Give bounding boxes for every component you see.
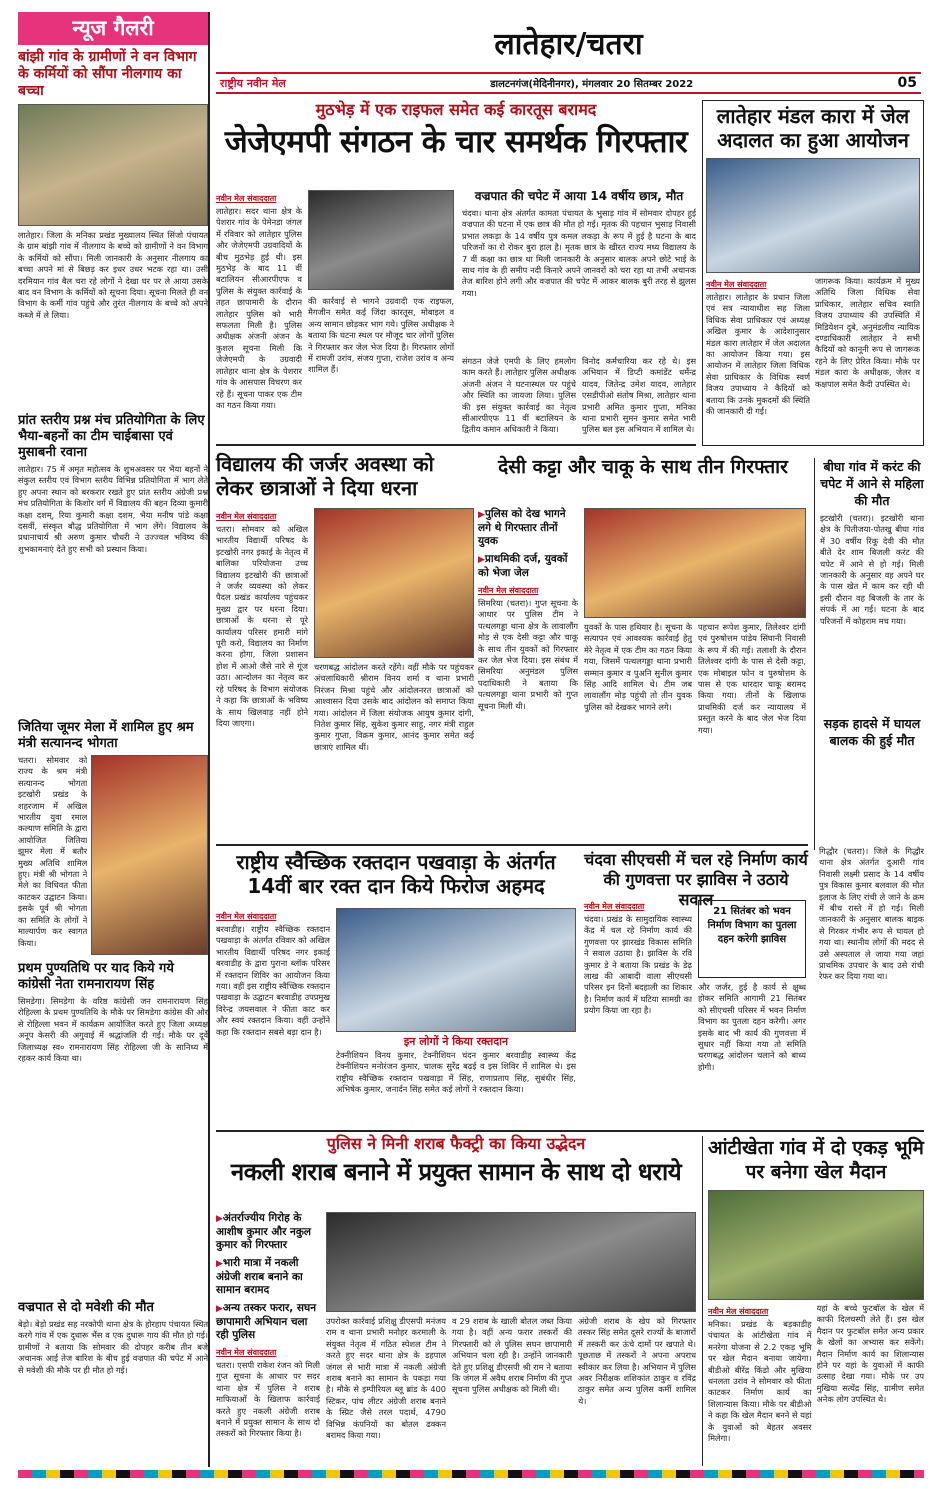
blood-donation-photo: [336, 908, 576, 1032]
chandwa-col-1: [584, 898, 692, 1128]
liquor-body-4: अंग्रेजी शराब के खेप को गिरफ्तार तस्कर सिंह समेत दूसरे राज्यों के बाजारों में तस्करी कर ऊंचे दामों पर खपाते थे। पूछताछ में तस्करों ने अपना अपराध स्वीकार कर लिया है। अभियान में पुलिस अवर निरीक्षक शशिकांत ठाकुर व रविंद्र ठाकुर समेत अन्य पुलिस कर्मी शामिल थे।: [578, 1316, 696, 1406]
arrested-men-photo: [308, 190, 454, 290]
lead-kicker: मुठभेड़ में एक राइफल समेत कई कारतूस बरामद: [315, 100, 597, 119]
lightning-body: चंदवा। थाना क्षेत्र अंतर्गत कामता पंचायत के भुसाड़ गांव में सोमवार दोपहर हुई वज्रपात की घटना में एक छात्र की मौत हो गई। मृतक की पहचान भुसाड़ निवासी प्रभात लकड़ा के 14 वर्षीय पुत्र कमल लकड़ा के रूप में हुई है घटना के बाद परिजनों का रो रोकर बुरा हाल है। मृतक छात्र के खीरत राज्य मध्य विद्यालय के 7 वीं कक्षा का छात्र था मिली जानकारी के अनुसार बालक अपने छोटे भाई के साथ गांव के ही समीप नदी किनारे अपने जानवरों को चरा रहा था तभी अचानक तेज बारिश होने लगी और वज्रपात की चपेट में आकर बालक बुरी तरह से झुलस गया।: [462, 208, 696, 298]
sidebar-body-3: चतरा। सोमवार को राज्य के श्रम मंत्री सत्यानन्द भोगता इटखोरी प्रखंड के शहरजाम में अखिल भारतीय युवा रमाल कल्याण समिति के द्वारा आयोजित जितिया झूमर मेला में बतौर मुख्य अतिथि शामिल हुए। मंत्री श्री भोगता ने मेले का विधिवत फीता काटकर उद्घाटन किया। इसके पूर्व श्री भोगता का समिति के लोगों ने माल्यार्पण कर स्वागत किया।: [18, 755, 88, 948]
chandwa-body: चंदवा। प्रखंड के सामुदायिक स्वास्थ्य केंद्र में चल रहे निर्माण कार्य की गुणवत्ता पर झारखंड विकास समिति ने सवाल उठाया है। झाविस के रवि कुमार डे ने बताया कि प्रखंड के डेढ़ लाख की आबादी वाला सीएचसी परिसर इन दिनों बदहाली का शिकार है। निर्माण कार्य में घटिया सामग्री का प्रयोग किया जा रहा है।: [584, 914, 692, 1016]
pistol-byline: नवीन मेल संवाददाता: [478, 586, 539, 595]
blood-body: बरवाडीह। राष्ट्रीय स्वैच्छिक रक्तदान पखवाड़ा के अंतर्गत रविवार को अखिल भारतीय विद्यार्थी परिषद नगर इकाई बरवाडीह के द्वारा पुराना ब्लॉक परिसर में रक्तदान शिविर का आयोजन किया गया। वहीं इस राष्ट्रीय स्वैच्छिक रक्तदान पखवाड़ा के उद्घाटन बरवाडीह उपप्रमुख विरेन्द्र जयसवाल ने फीता काट कर और स्वयं रक्तदान किया। वहीं उन्होंने कहा कि रक्तदान सबसे बड़ा दान है।: [216, 924, 330, 1037]
lead-headline: जेजेएमपी संगठन के चार समर्थक गिरफ्तार: [224, 124, 688, 160]
pistol-bullets: [478, 508, 578, 792]
sidebar-headline-5: वज्रपात से दो मवेशी की मौत: [18, 1300, 154, 1315]
sidebar-body-4: सिमडेगा। सिमडेगा के वरिष्ठ कांग्रेसी जन रामनारायण सिंह रोहिल्ला के प्रथम पुण्यतिथि के मौके पर सिमडेगा कांग्रेस की ओर से रोहिल्ला भवन में कार्यक्रम आयोजित करते हुए जिला अध्यक्ष अनूप केसरी की अगुवाई में श्रद्धांजलि दी गई। मौके पर दूर्वे जिलाध्यक्ष स्व० रामनारायण सिंह रोहिल्ला जी के सानिध्य में रहकर कार्य किया था।: [18, 996, 208, 1064]
lead-body-3: संगठन जेजे एमपी के लिए हमलोग काम करते हैं। लातेहार पुलिस अधीक्षक अंजनी अंजन ने घटनास्थल पर पहुंचे और स्थिति का जायजा लिया। पुलिस की इस संयुक्त कार्रवाई का नेतृत्व सीआरपीएफ 11 वीं बटालियन के द्वितीय कमान अधिकारी ने किया।: [462, 356, 576, 435]
liquor-bullet-3: ▶ अन्य तस्कर फरार, सघन छापामारी अभियान चला रही पुलिस: [216, 1302, 320, 1342]
sidebar-body-5: बेड़ो। बेड़ो प्रखंड सह नरकोपी थाना क्षेत्र के होरहाप पंचायत स्थित करगे गांव में एक दुधारू भैंस व एक दुधारू गाय की मौत हो गई। ग्रामीणों ने बताया कि सोमवार की दोपहर करीब तीन बजे अचानक आई तेज बारिश के बीच हुई वज्रपात की चपेट में आने से मवेशी की मौके पर ही मौत हो गई।: [18, 1319, 208, 1375]
pistol-headline: देसी कट्टा और चाकू के साथ तीन गिरफ्तार: [498, 456, 788, 478]
lead-body-1: लातेहार। सदर थाना क्षेत्र के पेशरार गांव के पेमेनडा जंगल में रविवार को लातेहार पुलिस और जेजेएमपी उग्रवादियों के बीच मुठभेड़ हुई थी। इस मुठभेड़ के बाद 11 वीं बटालियन सीआरपीएफ व पुलिस के संयुक्त कार्रवाई के तहत छापामारी के दौरान लातेहार पुलिस को भारी सफलता मिली है। पुलिस अधीक्षक अंजनी अंजन के कुशल सूचना मिली कि जेजेएमपी के उग्रवादी लातेहार थाना क्षेत्र के पेशरार गांव के आसपास विचरण कर रहे हैं। सूचना पाकर एक टीम का गठन किया गया।: [216, 206, 302, 410]
sidebar-headline-2: प्रांत स्तरीय प्रश्न मंच प्रतियोगिता के लिए भैया-बहनों का टीम चाईबासा एवं मुसाबनी रवाना: [18, 413, 205, 460]
school-headline: विद्यालय की जर्जर अवस्था को लेकर छात्राओं ने दिया धरना: [216, 452, 434, 500]
dateline: डालटनगंज(मेदिनीनगर), मंगलवार 20 सितम्बर 2022: [490, 79, 694, 90]
liquor-body-3: व 29 शराब के खाली बोतल जब्त किया गया है। वहीं अन्य फरार तस्करों की गिरफ्तारी को ले पुलिस सघन छापामारी अभियान चला रही है। उन्होंने जानकारी देते हुए प्रशिक्षु डीएसपी श्री राम ने बताया कि जंगल में अवैध शराब निर्माण की गुप्त सूचना पुलिस अधीक्षक को मिली थी।: [452, 1316, 572, 1395]
blood-byline: नवीन मेल संवाददाता: [216, 912, 277, 921]
chandwa-body-2: और जर्जर, हुई है कार्य से क्षुब्ध होकर समिति आगामी 21 सितंबर को सीएचसी परिसर में भवन निर्माण विभाग का पुतला दहन करेगी। अगर इसके बाद भी कार्य की गुणवत्ता में सुधार नहीं किया गया तो समिति चरणबद्ध आंदोलन चलाने को बाध्य होगी।: [698, 982, 806, 1072]
sidebar-headline-3: जितिया जूमर मेला में शामिल हुए श्रम मंत्री सत्यानन्द भोगता: [18, 720, 194, 751]
masthead-bar: [216, 72, 921, 94]
lightning-headline: वज्रपात की चपेट में आया 14 वर्षीय छात्र, मौत: [474, 189, 684, 203]
liquor-bullet-2: ▶ भारी मात्रा में नकली अंग्रेजी शराब बनाने का सामान बरामद: [216, 1257, 320, 1297]
paper-name: राष्ट्रीय नवीन मेल: [220, 76, 286, 90]
pistol-body-3: पहचान रूपेश कुमार, तिलेश्वर दांगी एवं पुरुषोत्तम पांडेय सिंघानी निवासी के रूप में की गई। तलाशी के दौरान तिलेश्वर दांगी के पास से देसी कट्टा, एक मोबाइल फोन व पुरुषोत्तम के पास से एक धारदार चाकू बरामद किया गया। तीनों के खिलाफ प्राथमिकी दर्ज कर न्यायालय में प्रस्तुत करने के बाद जेल भेज दिया गया।: [698, 622, 806, 735]
school-body-2: चरणबद्ध आंदोलन करते रहेंगे। वहीं मौके पर पहुंचकर अंचलाधिकारी श्रीराम विनय शर्मा व थाना प्रभारी निरंजन मिश्रा पहुंचे और आंदोलनरत छात्राओं को आश्वासन दिया उसके बाद आंदोलन को समाप्त किया गया। आंदोलन में जिला संयोजक आयुष कुमार दांगी, नितेश कुमार सिंह, सुकेश कुमार साहू, नगर मंत्री राहुल कुमार गुप्ता, विक्रम कुमार, आनंद कुमार समेत कई छात्राएं शामिल थीं।: [314, 662, 474, 752]
minister-photo: [91, 755, 208, 955]
pistol-bullet-1: ▶ पुलिस को देख भागने लगे थे गिरफ्तार तीनों युवक: [478, 508, 578, 548]
pistol-bullet-2: ▶ प्राथमिकी दर्ज, युवकों को भेजा जेल: [478, 553, 578, 580]
ground-headline: आंटीखेता गांव में दो एकड़ भूमि पर बनेगा खेल मैदान: [708, 1137, 924, 1183]
divider-3: [216, 1130, 924, 1132]
nilgai-photo: [18, 104, 208, 226]
school-byline: नवीन मेल संवाददाता: [216, 512, 277, 521]
lead-body-4: विनोद कर्मचारिया कर रहे थे। इस अभियान में डिप्टी कमांडेंट धर्मेन्द्र यादव, जितेन्द्र उमेश यादव, लातेहार एसडीपीओ संतोष मिश्रा, लातेहार थाना प्रभारी अमित कुमार गुप्ता, मनिका थाना प्रभारी सुमन कुमार समेत भारी पुलिस बल इस अभियान में शामिल थे।: [582, 356, 696, 435]
section-title: लातेहार/चतरा: [494, 27, 643, 62]
jail-box: [702, 100, 924, 446]
ground-ceremony-photo: [708, 1190, 924, 1300]
school-body: चतरा। सोमवार को अखिल भारतीय विद्यार्थी परिषद के इटखोरी नगर इकाई के नेतृत्व में बालिका परियोजना उच्च विद्यालय इटखोरी की छात्राओं ने जर्जर व्यवस्था को लेकर पैदल प्रखंड कार्यालय पहुंचकर मुख्य द्वार पर धरना दिया। छात्राओं के धरना से पूरे कार्यालय परिसर हमारी मांगे पूरी करो, विद्यालय का निर्माण करना होगा, जिला प्रशासन होश में आओ जैसे नारे से गूंज उठा। आन्दोलन का नेतृत्व कर रहे परिषद के विभाग संयोजक ने कहा कि छात्राओं के भविष्य के साथ खिलवाड़ नहीं होने दिया जाएगा।: [216, 524, 308, 728]
blood-headline: राष्ट्रीय स्वैच्छिक रक्तदान पखवाड़ा के अंतर्गत 14वीं बार रक्त दान किये फिरोज अहमद: [236, 850, 556, 898]
liquor-byline: नवीन मेल संवाददाता: [216, 1348, 277, 1357]
liquor-body-2: उपरोक्त कार्रवाई प्रशिक्षु डीएसपी मनंजय राम व थाना प्रभारी मनोहर करमाली के संयुक्त नेतृत्व में गठित स्पेशल टीम ने करते हुए सदर थाना क्षेत्र के डहपाल जंगल से भारी मात्रा में नकली अंग्रेजी शराब बनाने का सामान के पकड़ा गया है। मौके से इम्पीरियल ब्लू ब्रांड के 400 स्टिकर, पांच लीटर अंग्रेजी शराब बनाने के स्प्रिट जैसे तरल पदार्थ, 4790 विभिन्न कंपनियों का बोतल ढक्कन बरामद किया गया।: [326, 1316, 446, 1441]
jail-body-2: जागरूक किया। कार्यक्रम में मुख्य अतिथि जिला विधिक सेवा प्राधिकार, लातेहार सचिव स्वाति विजय उपाध्याय की उपस्थिति में मिडियेशन दुबे, अनुमंडलीय न्यायिक दण्डाधिकारी लातेहार ने सभी कैदियों को कानूनी रूप से जागरूक रहने के लिए प्रेरित किया। मौके पर मंडल कारा के अधीक्षक, जेलर व कक्षपाल समेत कैदी उपस्थित थे।: [815, 276, 920, 389]
jail-body: लातेहार। लातेहार के प्रधान जिला एवं सत्र न्यायाधीश सह जिला विधिक सेवा प्राधिकार एवं अध्यक्ष अखिल कुमार के आदेशानुसार मंडल कारा लातेहार में जेल अदालत का आयोजन किया गया। इस आयोजन में लातेहार जिला विधिक सेवा प्राधिकार के विधिक स्वर्ण विजय उपाध्याय ने कैदियों को बताया कि उनके मुकदमों की स्थिति की जानकारी दी गई।: [706, 292, 810, 417]
divider-2: [216, 844, 808, 846]
liquor-seizure-photo: [326, 1212, 696, 1312]
boy-headline: सड़क हादसे में घायल बालक की हुई मौत: [823, 716, 921, 748]
lead-byline: नवीन मेल संवाददाता: [216, 194, 277, 203]
liquor-kicker: पुलिस ने मिनी शराब फैक्ट्री का किया उद्भेदन: [326, 1134, 586, 1153]
sidebar-body-1: लातेहार। जिला के मनिका प्रखंड मुख्यालय स्थित सिंजो पंचायत के ग्राम बांझी गांव में नीलगाय के बच्चे को ग्रामीणों ने वन विभाग के कर्मियों को सौंपा। मिली जानकारी के अनुसार नीलगाय का बच्चा अपने मां से बिछड़ कर इधर उधर भटक रहा था। उसी दरमियान गांव बैल चरा रहे लोगों ने देखा घर पर ले आया उसके बाद वन विभाग के कर्मियों को सूचना दिया। सूचना मिलते ही वन विभाग के कर्मी गांव पहुंचे और तुरंत नीलगाय के बच्चे को अपने कब्जे में ले लिया।: [18, 230, 208, 320]
liquor-col-1: [216, 1212, 320, 1464]
sidebar-title: न्यूज गैलरी: [18, 12, 208, 45]
school-protest-photo: [314, 508, 474, 658]
ground-body: मनिका। प्रखंड के बड़काडीह पंचायत के आंटीखेता गांव में मनरेगा योजना से 2.2 एकड़ भूमि पर खेल मैदान बनाया जायेगा। बीडीओ बीरेंद्र किंडो और मुखिया धनलता उरांव ने सोमवार को फीता काटकर निर्माण कार्य का शिलान्यास किया। मौके पर बीडीओ ने कहा कि खेल मैदान बनने से यहां के युवाओं को बेहतर अवसर मिलेगा।: [708, 1319, 812, 1443]
lead-col-1: [216, 190, 302, 438]
women-box: [814, 458, 924, 850]
blood-caption: इन लोगों ने किया रक्तदान: [403, 1035, 509, 1048]
chandwa-byline: नवीन मेल संवाददाता: [584, 902, 645, 911]
ground-byline: नवीन मेल संवाददाता: [708, 1307, 769, 1316]
women-body: इटखोरी (चतरा)। इटखोरी थाना क्षेत्र के पितीजया-पोतखु बीघा गांव में 30 वर्षीय रिंकू देवी की मौत बीते देर शाम बिजली करंट की चपेट में आने से हो गई। मिली जानकारी के अनुसार वह अपने घर के पास खेत में काम कर रही थी इसी दौरान वह बिजली के तार के संपर्क में आ गई। घटना के बाद परिजनों में कोहराम मच गया।: [820, 513, 924, 626]
page-number: 05: [897, 75, 917, 91]
pistol-body-2: युवकों के पास हथियार है। सूचना के सत्यापन एवं आवश्यक कार्रवाई हेतु मेरे नेतृत्व में एक टीम का गठन किया गया, जिसमें पत्थलगड्डा थाना प्रभारी सम्मान कुमार व पुअनि सुनील कुमार सिंह आदि शामिल थे। टीम जब लावालौंग मोड़ पहुंची तो तीन युवक पुलिस को देखकर भागने लगे।: [584, 622, 692, 712]
pistol-body: सिमरिया (चतरा)। गुप्त सूचना के आधार पर पुलिस टीम ने पत्थलगड्डा थाना क्षेत्र के लावालौंग मोड़ से एक देसी कट्टा और चाकू के साथ तीन युवकों को गिरफ्तार कर जेल भेज दिया। इस संबंध में सिमरिया अनुमंडल पुलिस पदाधिकारी ने बताया कि पत्थलगड्डा थाना प्रभारी को गुप्त सूचना मिली थी।: [478, 598, 578, 711]
lead-body-2: की कार्रवाई से भागने उग्रवादी एक राइफल, मैगजीन समेत कई जिंदा कारतूस, मोबाइल व अन्य सामान छोड़कर भाग गये। पुलिस अधीक्षक ने बताया कि घटना स्थल पर मौजूद चार लोगों पुलिस ने गिरफ्तार कर जेल भेज दिया है। गिरफ्तार लोगों में रामजी उरांव, संजय गुप्ता, राजेश उरांव व अन्य शामिल हैं।: [308, 296, 454, 375]
ground-box: [702, 1136, 924, 1466]
news-gallery-sidebar: [18, 12, 210, 1467]
ground-body-2: यहां के बच्चे फुटबॉल के खेल में काफी दिलचस्पी लेते हैं। इस खेल मैदान पर फुटबॉल समेत अन्य प्रकार के खेलों का अभ्यास कर सकेंगे। मैदान निर्माण कार्य का शिलान्यास होने पर यहां के युवाओं में काफी उत्साह देखा गया। मौके पर उप मुखिया सत्येंद्र सिंह, ग्रामीण समेत अनेक लोग उपस्थित थे।: [816, 1303, 924, 1405]
chandwa-box: 21 सितंबर को भवन निर्माण विभाग का पुतला दहन करेगी झाविस: [698, 900, 806, 978]
jail-court-photo: [706, 158, 920, 273]
chandwa-headline: चंदवा सीएचसी में चल रहे निर्माण कार्य की गुणवत्ता पर झाविस ने उठाये सवाल: [584, 850, 808, 909]
liquor-bullet-1: ▶ अंतर्राज्यीय गिरोह के आशीष कुमार और नकुल कुमार को गिरफ्तार: [216, 1212, 320, 1252]
sidebar-body-2: लातेहार। 75 में अमृत महोत्सव के शुभअवसर पर भैया बहनों ने संकुल स्तरीय एवं विभाग स्तरीय विभिन्न प्रतियोगिता में भाग लेते हुए अपना स्थान को बरकरार रखते हुए प्रांत स्तरीय अंग्रेजी प्रश्न मंच प्रतियोगिता के किशोर वर्ग में विद्यालय की बहन दिव्या कुमारी कक्षा दशम्, रिया कुमारी कक्षा दशम, भैया मनीष पांडे कक्षा दसवीं, संस्कृत बौद्ध प्रतियोगिता में भाग लेंगे। विद्यालय के प्रधानाचार्य श्री अरुण कुमार चौधरी ने उज्ज्वल भविष्य की शुभकामनाएं देते हुए सभी को प्रस्थान किया।: [18, 464, 208, 554]
boy-body: गिद्धौर (चतरा)। जिले के गिद्धौर थाना क्षेत्र अंतर्गत दुआरी गांव निवासी लक्ष्मी प्रसाद के 14 वर्षीय पुत्र विकास कुमार बलवाल की मौत इलाज के लिए रांची ले जाने के क्रम में बीच रास्ते में हो गई। मिली जानकारी के अनुसार बालक बाइक से गिरकर गंभीर रूप से घायल हो गया था। स्थानीय लोगों की मदद से उसे अस्पताल ले जाया गया जहां प्राथमिक उपचार के बाद उसे रांची रेफर कर दिया गया था।: [819, 846, 924, 982]
school-col-1: [216, 508, 308, 840]
sidebar-headline-4: प्रथम पुण्यतिथि पर याद किये गये कांग्रेसी नेता रामनारायण सिंह: [18, 961, 174, 992]
blood-body-2: टेक्नीशियन विनय कुमार, टेक्नीशियन चंदन कुमार बरवाडीह स्वास्थ्य केंद्र टेक्नीशियन मनोरंजन कुमार, चालक सुरेंद्र बढ़ई व इस शिविर में शामिल थे। इस राष्ट्रीय स्वैच्छिक रक्तदान पखवाड़ा में सिंह, राणाप्रताप सिंह, सुबंधीर सिंह, अभिषेक कुमार, जनार्दन सिंह समेत कई लोगों ने रक्तदान किया।: [336, 1050, 576, 1095]
pistol-photo: [584, 508, 806, 618]
women-headline: बीघा गांव में करंट की चपेट में आने से महिला की मौत: [820, 459, 924, 508]
liquor-headline: नकली शराब बनाने में प्रयुक्त सामान के साथ दो धराये: [230, 1158, 682, 1186]
color-strip: [18, 1470, 924, 1478]
blood-col-1: [216, 908, 330, 1126]
jail-headline: लातेहार मंडल कारा में जेल अदालत का हुआ आयोजन: [716, 104, 910, 152]
liquor-body: चतरा। एसपी राकेश रंजन को मिली गुप्त सूचना के आधार पर सदर थाना क्षेत्र में पुलिस ने शराब माफियाओं के खिलाफ कार्रवाई करते हुए नकली अंग्रेजी शराब बनाने में प्रयुक्त सामान के साथ दो तस्करों को गिरफ्तार किया है।: [216, 1360, 320, 1439]
divider-1: [216, 444, 696, 446]
sidebar-headline-1: बांझी गांव के ग्रामीणों ने वन विभाग के कर्मियों को सौंपा नीलगाय का बच्चा: [18, 49, 197, 99]
jail-byline: नवीन मेल संवाददाता: [706, 280, 767, 289]
